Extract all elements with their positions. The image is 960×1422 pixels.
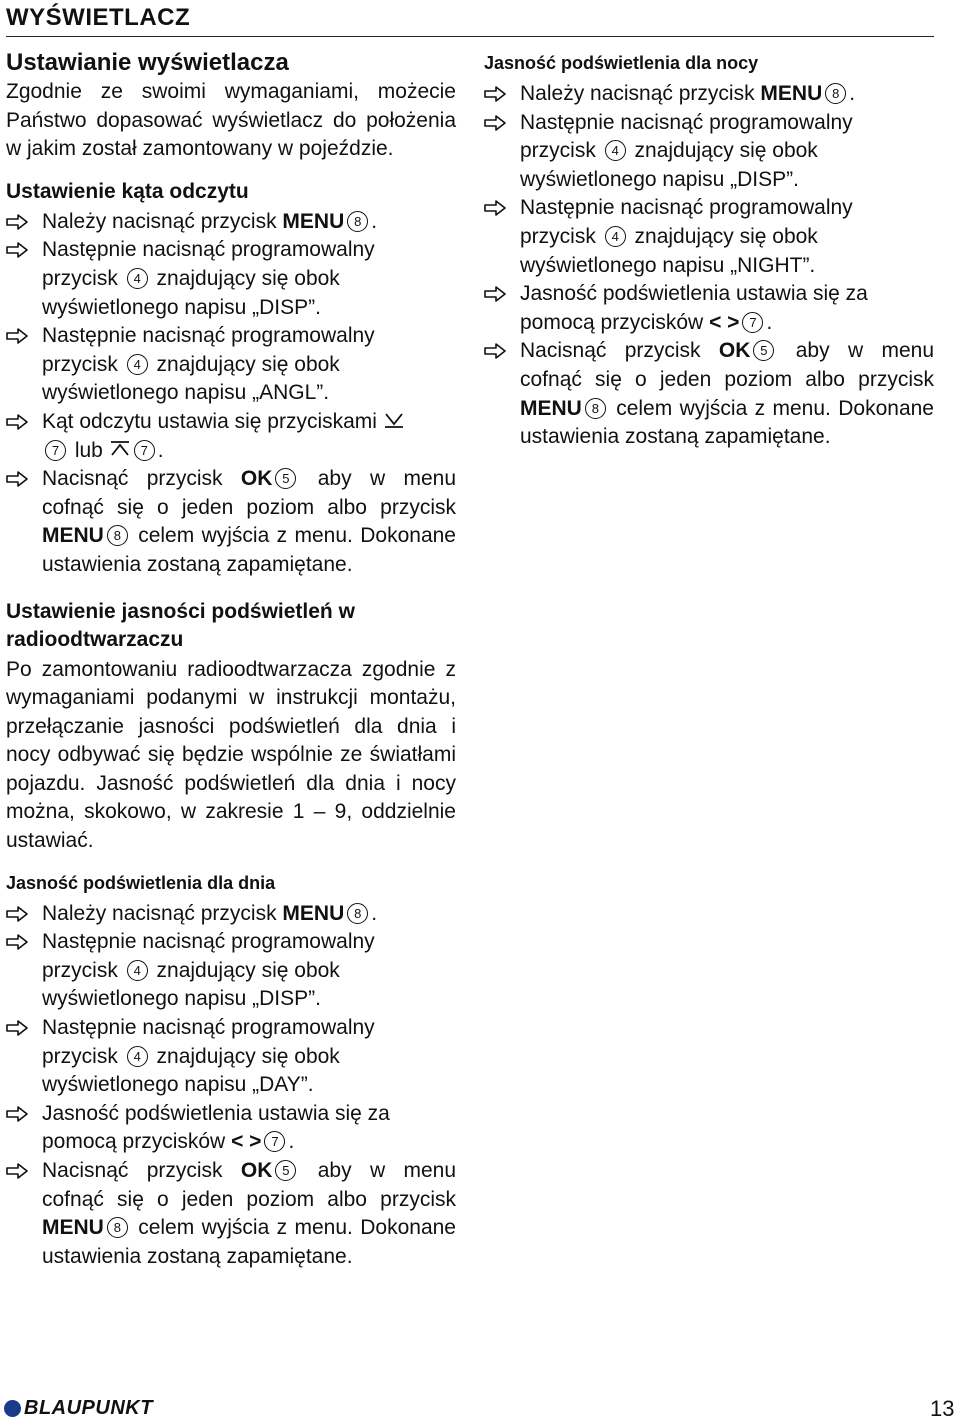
- key-number-badge: 5: [275, 468, 296, 489]
- step-text: .: [157, 438, 164, 462]
- step-text: Nacisnąć przycisk: [42, 467, 241, 491]
- key-number-badge: 7: [45, 440, 66, 461]
- blaupunkt-dot-icon: [4, 1400, 21, 1417]
- step-text: Nacisnąć przycisk: [42, 1159, 241, 1182]
- key-number-badge: 4: [605, 226, 626, 247]
- key-number-badge: 8: [107, 1217, 128, 1238]
- list-item: [6, 1157, 456, 1271]
- list-item: [484, 337, 934, 451]
- step-text: Nacisnąć przycisk: [520, 339, 719, 363]
- list-item: [6, 465, 456, 579]
- step-text: celem wyjścia z menu. Dokonane ustawienia zostaną zapamiętane.: [42, 524, 456, 576]
- key-label: < >: [231, 1130, 262, 1154]
- list-item: [6, 208, 456, 237]
- brand-name: BLAUPUNKT: [24, 1396, 153, 1419]
- arrow-right-icon: [6, 1020, 28, 1036]
- step-text: .: [288, 1130, 295, 1154]
- brand-logo: [4, 1397, 153, 1419]
- step-text: znajdujący się obok wyświetlonego napisu „NIGHT”.: [520, 224, 818, 277]
- arrow-right-icon: [6, 471, 28, 487]
- key-number-badge: 4: [127, 1046, 148, 1067]
- key-number-badge: 8: [825, 83, 846, 104]
- step-text: znajdujący się obok wyświetlonego napisu „ANGL”.: [42, 352, 340, 405]
- arrow-right-icon: [6, 214, 28, 230]
- step-text: znajdujący się obok wyświetlonego napisu „DAY”.: [42, 1044, 340, 1097]
- step-text: .: [849, 82, 856, 105]
- step-text: Jasność podświetlenia ustawia się za pomocą przycisków: [42, 1101, 390, 1154]
- key-number-badge: 4: [605, 140, 626, 161]
- subsection-title-angle: Ustawienie kąta odczytu: [6, 179, 249, 203]
- step-text: .: [766, 310, 773, 334]
- key-label: < >: [709, 310, 740, 334]
- step-text: Następnie nacisnąć programowalny przycisk: [42, 238, 375, 290]
- page-title: WYŚWIETLACZ: [6, 4, 191, 31]
- step-text: znajdujący się obok wyświetlonego napisu „DISP”.: [42, 266, 340, 319]
- subsection-title-night: Jasność podświetlenia dla nocy: [484, 53, 759, 73]
- brightness-paragraph: Po zamontowaniu radioodtwarzacza zgodnie z wymaganiami podanymi w instrukcji montażu, przełączanie jasności podświetleń dla dnia i nocy odbywać się będzie wspólnie ze światłami pojazdu. Jasność podświetleń dla dnia i nocy można, skokowo, w zakresie 1 – 9, oddzielnie ustawiać.: [6, 657, 456, 853]
- step-text: znajdujący się obok wyświetlonego napisu „DISP”.: [520, 139, 818, 191]
- step-text: Następnie nacisnąć programowalny przycisk: [42, 1016, 375, 1068]
- key-label: MENU: [282, 901, 345, 925]
- page-header: [6, 2, 934, 37]
- list-item: [6, 408, 456, 465]
- step-text: Należy nacisnąć przycisk: [520, 82, 761, 105]
- key-number-badge: 4: [127, 268, 148, 289]
- angle-steps-list: [6, 208, 456, 580]
- step-text: aby w menu cofnąć się o jeden poziom albo przycisk: [42, 1159, 456, 1211]
- day-steps-list: [6, 900, 456, 1272]
- key-number-badge: 7: [134, 440, 155, 461]
- intro-paragraph: Zgodnie ze swoimi wymaganiami, możecie Państwo dopasować wyświetlacz do położenia w jakim został zamontowany w pojeździe.: [6, 80, 456, 161]
- section-title-display: Ustawianie wyświetlacza: [6, 49, 289, 76]
- step-text: Należy nacisnąć przycisk: [42, 901, 283, 925]
- arrow-right-icon: [484, 115, 506, 131]
- key-label: MENU: [42, 1216, 104, 1240]
- step-text: Następnie nacisnąć programowalny przycisk: [520, 196, 853, 248]
- arrow-right-icon: [6, 1106, 28, 1122]
- step-text: .: [371, 901, 378, 925]
- arrow-right-icon: [6, 328, 28, 344]
- list-item: [484, 109, 934, 195]
- step-text: celem wyjścia z menu. Dokonane ustawienia zostaną zapamiętane.: [42, 1216, 456, 1268]
- step-text: Następnie nacisnąć programowalny przycisk: [520, 110, 853, 163]
- subsection-title-brightness: Ustawienie jasności podświetleń w radioodtwarzaczu: [6, 599, 355, 651]
- page-number: 13: [930, 1396, 955, 1421]
- step-text: Kąt odczytu ustawia się przyciskami: [42, 409, 383, 433]
- angle-up-icon: [109, 439, 131, 459]
- step-text: aby w menu cofnąć się o jeden poziom albo przycisk: [42, 467, 456, 519]
- step-text: Następnie nacisnąć programowalny przycisk: [42, 930, 375, 982]
- list-item: [484, 194, 934, 280]
- list-item: [6, 900, 456, 929]
- left-column: [6, 46, 456, 1271]
- key-number-badge: 8: [585, 398, 606, 419]
- key-number-badge: 7: [264, 1131, 285, 1152]
- key-number-badge: 8: [347, 211, 368, 232]
- angle-down-icon: [383, 410, 405, 430]
- night-steps-list: [484, 80, 934, 452]
- key-number-badge: 5: [275, 1160, 296, 1181]
- arrow-right-icon: [6, 934, 28, 950]
- key-number-badge: 4: [127, 960, 148, 981]
- arrow-right-icon: [6, 242, 28, 258]
- step-text: Należy nacisnąć przycisk: [42, 209, 283, 233]
- arrow-right-icon: [484, 286, 506, 302]
- key-number-badge: 7: [742, 312, 763, 333]
- key-label: MENU: [520, 396, 582, 420]
- arrow-right-icon: [484, 200, 506, 216]
- arrow-right-icon: [6, 1163, 28, 1179]
- key-number-badge: 5: [753, 340, 774, 361]
- step-text: lub: [69, 438, 109, 462]
- list-item: [6, 928, 456, 1014]
- list-item: [484, 280, 934, 337]
- key-label: MENU: [760, 82, 823, 105]
- step-text: Następnie nacisnąć programowalny przycisk: [42, 324, 375, 376]
- list-item: [6, 1100, 456, 1157]
- step-text: aby w menu cofnąć się o jeden poziom albo przycisk: [520, 339, 934, 391]
- right-column: [484, 46, 934, 452]
- list-item: [6, 236, 456, 322]
- step-text: celem wyjścia z menu. Dokonane ustawienia zostaną zapamiętane.: [520, 396, 934, 449]
- step-text: Jasność podświetlenia ustawia się za pomocą przycisków: [520, 282, 868, 334]
- list-item: [484, 80, 934, 109]
- arrow-right-icon: [484, 86, 506, 102]
- key-number-badge: 4: [127, 354, 148, 375]
- list-item: [6, 322, 456, 408]
- list-item: [6, 1014, 456, 1100]
- subsection-title-day: Jasność podświetlenia dla dnia: [6, 872, 276, 893]
- key-label: OK: [240, 467, 273, 491]
- arrow-right-icon: [484, 343, 506, 359]
- key-label: OK: [718, 339, 751, 363]
- arrow-right-icon: [6, 414, 28, 430]
- key-label: MENU: [42, 524, 104, 548]
- step-text: znajdujący się obok wyświetlonego napisu „DISP”.: [42, 958, 340, 1011]
- key-number-badge: 8: [107, 525, 128, 546]
- key-label: MENU: [282, 209, 345, 233]
- step-text: .: [371, 209, 378, 233]
- key-label: OK: [240, 1159, 273, 1182]
- arrow-right-icon: [6, 906, 28, 922]
- key-number-badge: 8: [347, 903, 368, 924]
